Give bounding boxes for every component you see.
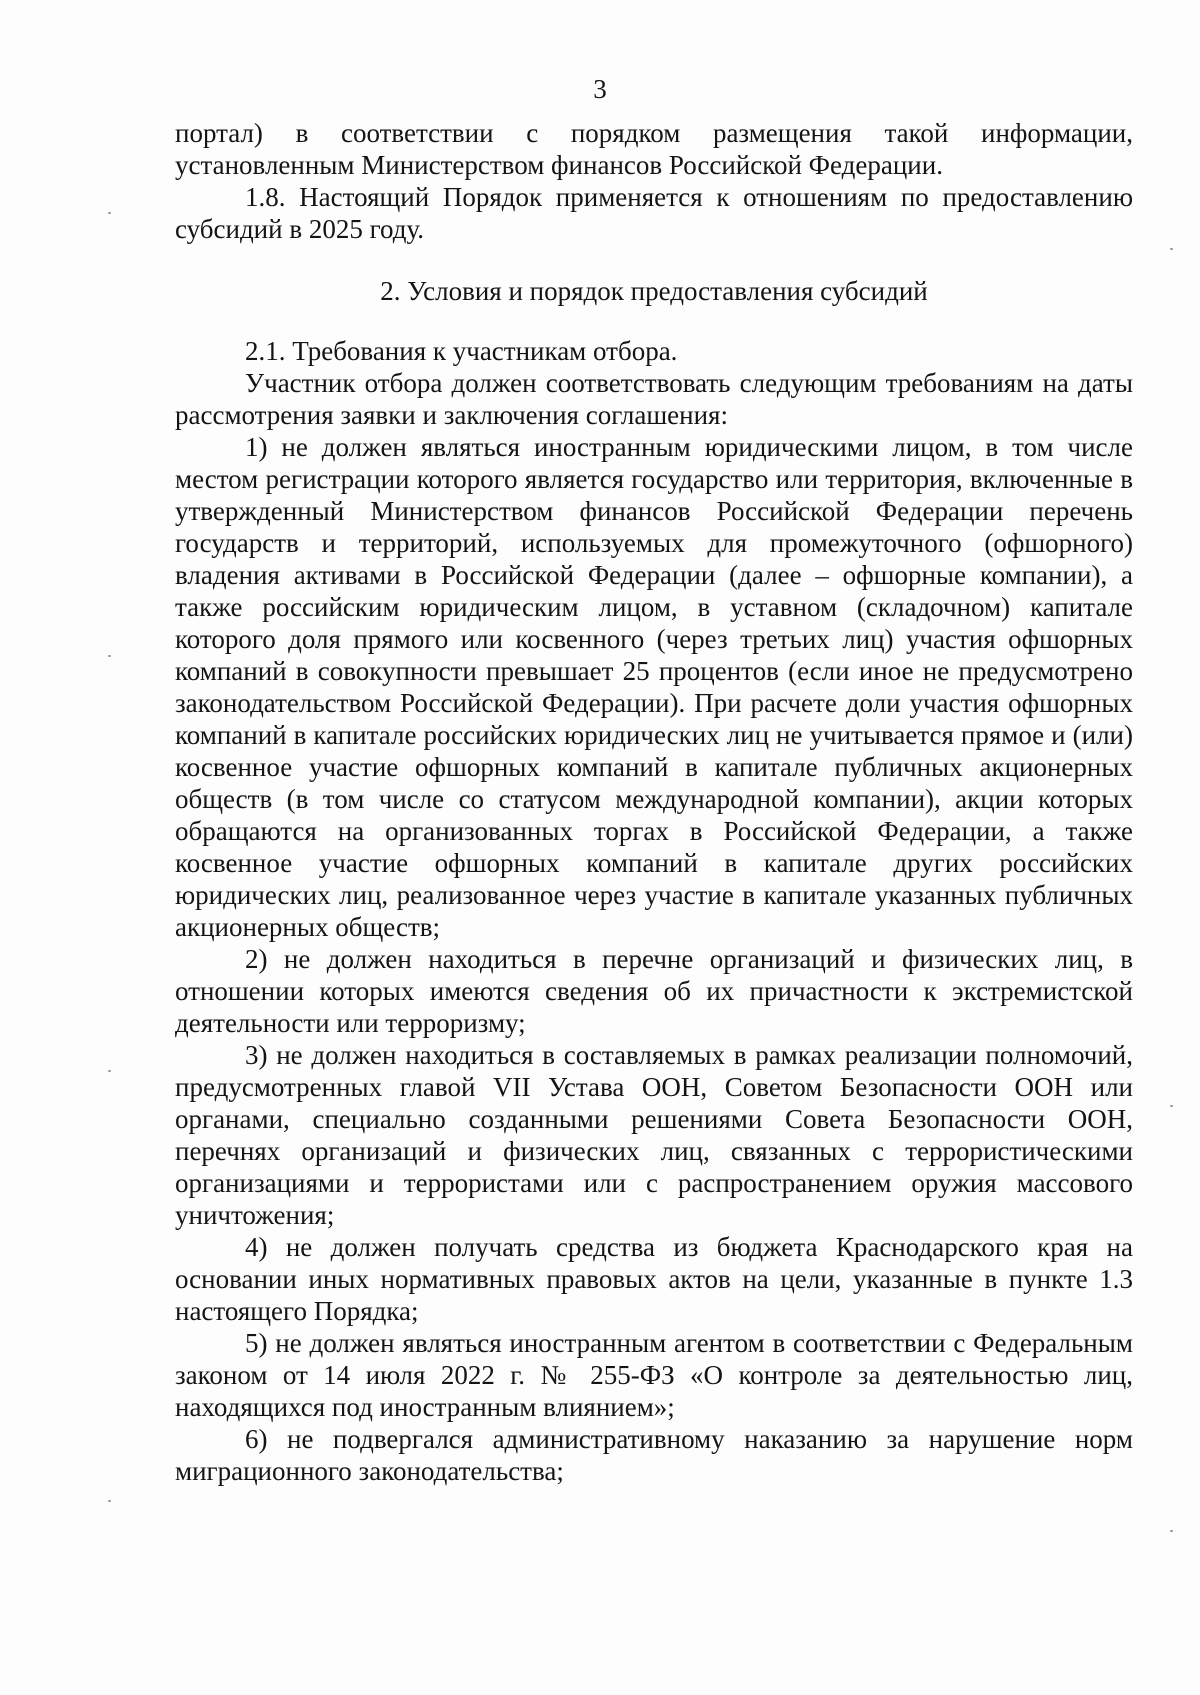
scan-speck bbox=[108, 1500, 111, 1502]
requirement-item-1: 1) не должен являться иностранным юридическими лицом, в том числе местом регистрации которого является государство или территория, включенные в утвержденный Министерством финансов Российской Федерации перечень государств и территорий, используемых для промежуточного (офшорного) владения активами в Российской Федерации (далее – офшорные компании), а также российским юридическим лицом, в уставном (складочном) капитале которого доля прямого или косвенного (через третьих лиц) участия офшорных компаний в совокупности превышает 25 процентов (если иное не предусмотрено законодательством Российской Федерации). При расчете доли участия офшорных компаний в капитале российских юридических лиц не учитывается прямое и (или) косвенное участие офшорных компаний в капитале публичных акционерных обществ (в том числе со статусом международной компании), акции которых обращаются на организованных торгах в Российской Федерации, а также косвенное участие офшорных компаний в капитале других российских юридических лиц, реализованное через участие в капитале указанных публичных акционерных обществ; bbox=[175, 432, 1133, 942]
requirement-item-4: 4) не должен получать средства из бюджета Краснодарского края на основании иных нормативных правовых актов на цели, указанные в пункте 1.3 настоящего Порядка; bbox=[175, 1232, 1133, 1326]
scan-speck bbox=[108, 212, 111, 214]
requirement-item-6: 6) не подвергался административному наказанию за нарушение норм миграционного законодательства; bbox=[175, 1424, 1133, 1486]
scan-speck bbox=[108, 1070, 111, 1072]
paragraph-2-1: 2.1. Требования к участникам отбора. bbox=[245, 336, 678, 366]
paragraph-1-8: 1.8. Настоящий Порядок применяется к отношениям по предоставлению субсидий в 2025 году. bbox=[175, 182, 1133, 244]
requirement-item-3: 3) не должен находиться в составляемых в рамках реализации полномочий, предусмотренных главой VII Устава ООН, Советом Безопасности ООН или органами, специально созданными решениями Совета Безопасности ООН, перечнях организаций и физических лиц, связанных с террористическими организациями и террористами или с распространением оружия массового уничтожения; bbox=[175, 1040, 1133, 1230]
section-heading: 2. Условия и порядок предоставления субсидий bbox=[380, 276, 928, 306]
scan-speck bbox=[1170, 248, 1173, 250]
requirement-item-2: 2) не должен находиться в перечне организаций и физических лиц, в отношении которых имеются сведения об их причастности к экстремистской деятельности или терроризму; bbox=[175, 944, 1133, 1038]
requirement-item-5: 5) не должен являться иностранным агентом в соответствии с Федеральным законом от 14 июля 2022 г. № 255-ФЗ «О контроле за деятельностью лиц, находящихся под иностранным влиянием»; bbox=[175, 1328, 1133, 1422]
document-body bbox=[175, 117, 1133, 1487]
scan-speck bbox=[1170, 1530, 1173, 1532]
scan-speck bbox=[108, 655, 111, 657]
scan-speck bbox=[1170, 1105, 1173, 1107]
paragraph-continuation: портал) в соответствии с порядком размещения такой информации, установленным Министерством финансов Российской Федерации. bbox=[175, 118, 1133, 180]
paragraph-requirements-intro: Участник отбора должен соответствовать следующим требованиям на даты рассмотрения заявки и заключения соглашения: bbox=[175, 368, 1133, 430]
page-number: 3 bbox=[593, 74, 607, 104]
